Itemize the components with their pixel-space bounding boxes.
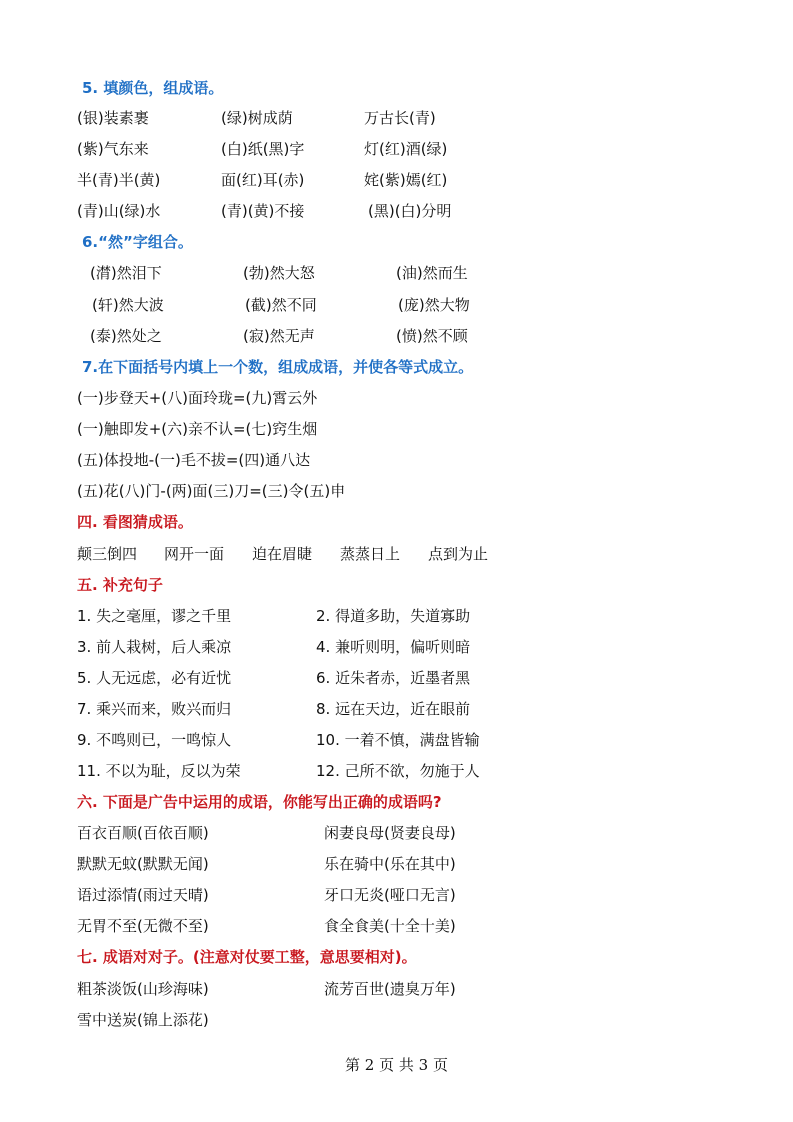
page-footer: 第 2 页 共 3 页 bbox=[345, 1056, 448, 1074]
idiom-item: (紫)气东来 bbox=[77, 140, 149, 158]
sentence-row bbox=[0, 604, 793, 628]
s5-row bbox=[0, 168, 793, 192]
ad-item: 闲妻良母(贤妻良母) bbox=[324, 824, 456, 842]
couplet-item: 雪中送炭(锦上添花) bbox=[77, 1011, 209, 1029]
sentence-row bbox=[0, 728, 793, 752]
sentence-item: 5. 人无远虑，必有近忧 bbox=[77, 669, 232, 687]
ad-row bbox=[0, 821, 793, 845]
idiom-item: 蒸蒸日上 bbox=[340, 545, 401, 563]
sentence-item: 2. 得道多助，失道寡助 bbox=[316, 607, 471, 625]
idiom-item: 网开一面 bbox=[164, 545, 225, 563]
idiom-item: (青)(黄)不接 bbox=[221, 202, 305, 220]
idiom-item: 姹(紫)嫣(红) bbox=[364, 171, 448, 189]
idiom-item: (潸)然泪下 bbox=[90, 264, 162, 282]
ad-row bbox=[0, 852, 793, 876]
sentence-item: 3. 前人栽树，后人乘凉 bbox=[77, 638, 232, 656]
couplet-item: 粗茶淡饭(山珍海味) bbox=[77, 980, 209, 998]
ad-item: 无胃不至(无微不至) bbox=[77, 917, 209, 935]
idiom-item: (白)纸(黑)字 bbox=[221, 140, 305, 158]
equation-line: (一)步登天+(八)面玲珑=(九)霄云外 bbox=[77, 389, 318, 407]
sentence-item: 10. 一着不慎，满盘皆输 bbox=[316, 731, 480, 749]
s6-row bbox=[0, 261, 793, 285]
sentence-item: 9. 不鸣则已，一鸣惊人 bbox=[77, 731, 232, 749]
idiom-item: (愤)然不顾 bbox=[396, 327, 468, 345]
idiom-item: (勃)然大怒 bbox=[243, 264, 315, 282]
sentence-row bbox=[0, 666, 793, 690]
idiom-item: 面(红)耳(赤) bbox=[221, 171, 305, 189]
sentence-row bbox=[0, 759, 793, 783]
s6-row bbox=[0, 324, 793, 348]
idiom-item: 半(青)半(黄) bbox=[77, 171, 161, 189]
idiom-item: (截)然不同 bbox=[245, 296, 317, 314]
s5-row bbox=[0, 137, 793, 161]
idiom-item: (寂)然无声 bbox=[243, 327, 315, 345]
idiom-item: 万古长(青) bbox=[364, 109, 436, 127]
section-6-title: 6.“然”字组合。 bbox=[82, 233, 193, 251]
idiom-item: (泰)然处之 bbox=[90, 327, 162, 345]
ad-item: 百衣百顺(百依百顺) bbox=[77, 824, 209, 842]
section-7-title: 7.在下面括号内填上一个数，组成成语，并使各等式成立。 bbox=[82, 358, 474, 376]
ad-item: 语过添情(雨过天晴) bbox=[77, 886, 209, 904]
s5-row bbox=[0, 199, 793, 223]
section-6b-title: 六. 下面是广告中运用的成语，你能写出正确的成语吗? bbox=[77, 793, 442, 811]
ad-item: 乐在骑中(乐在其中) bbox=[324, 855, 456, 873]
idiom-item: (青)山(绿)水 bbox=[77, 202, 161, 220]
s6-row bbox=[0, 293, 793, 317]
section-4-title: 四. 看图猜成语。 bbox=[77, 513, 193, 531]
sentence-item: 4. 兼听则明，偏听则暗 bbox=[316, 638, 471, 656]
equation-line: (五)体投地-(一)毛不拔=(四)通八达 bbox=[77, 451, 311, 469]
idiom-item: (绿)树成荫 bbox=[221, 109, 293, 127]
couplet-row bbox=[0, 1008, 793, 1032]
sentence-item: 12. 己所不欲，勿施于人 bbox=[316, 762, 480, 780]
idiom-item: (银)装素裹 bbox=[77, 109, 149, 127]
sentence-item: 7. 乘兴而来，败兴而归 bbox=[77, 700, 232, 718]
couplet-row bbox=[0, 977, 793, 1001]
section-5b-title: 五. 补充句子 bbox=[77, 576, 163, 594]
ad-row bbox=[0, 883, 793, 907]
ad-item: 牙口无炎(哑口无言) bbox=[324, 886, 456, 904]
idiom-item: (庞)然大物 bbox=[398, 296, 470, 314]
equation-line: (五)花(八)门-(两)面(三)刀=(三)令(五)申 bbox=[77, 482, 346, 500]
answer-row bbox=[0, 542, 793, 566]
idiom-item: 灯(红)酒(绿) bbox=[364, 140, 448, 158]
sentence-row bbox=[0, 697, 793, 721]
sentence-item: 11. 不以为耻，反以为荣 bbox=[77, 762, 241, 780]
sentence-item: 1. 失之毫厘，谬之千里 bbox=[77, 607, 232, 625]
equation-line: (一)触即发+(六)亲不认=(七)窍生烟 bbox=[77, 420, 318, 438]
sentence-row bbox=[0, 635, 793, 659]
ad-item: 默默无蚊(默默无闻) bbox=[77, 855, 209, 873]
idiom-item: (黑)(白)分明 bbox=[368, 202, 452, 220]
section-7b-title: 七. 成语对对子。(注意对仗要工整，意思要相对)。 bbox=[77, 948, 417, 966]
ad-row bbox=[0, 914, 793, 938]
sentence-item: 6. 近朱者赤，近墨者黑 bbox=[316, 669, 471, 687]
ad-item: 食全食美(十全十美) bbox=[324, 917, 456, 935]
couplet-item: 流芳百世(遗臭万年) bbox=[324, 980, 456, 998]
s5-row bbox=[0, 106, 793, 130]
idiom-item: (油)然而生 bbox=[396, 264, 468, 282]
idiom-item: 颠三倒四 bbox=[77, 545, 138, 563]
idiom-item: 迫在眉睫 bbox=[252, 545, 313, 563]
idiom-item: (轩)然大波 bbox=[92, 296, 164, 314]
sentence-item: 8. 远在天边，近在眼前 bbox=[316, 700, 471, 718]
idiom-item: 点到为止 bbox=[428, 545, 489, 563]
section-5-title: 5. 填颜色，组成语。 bbox=[82, 79, 224, 97]
